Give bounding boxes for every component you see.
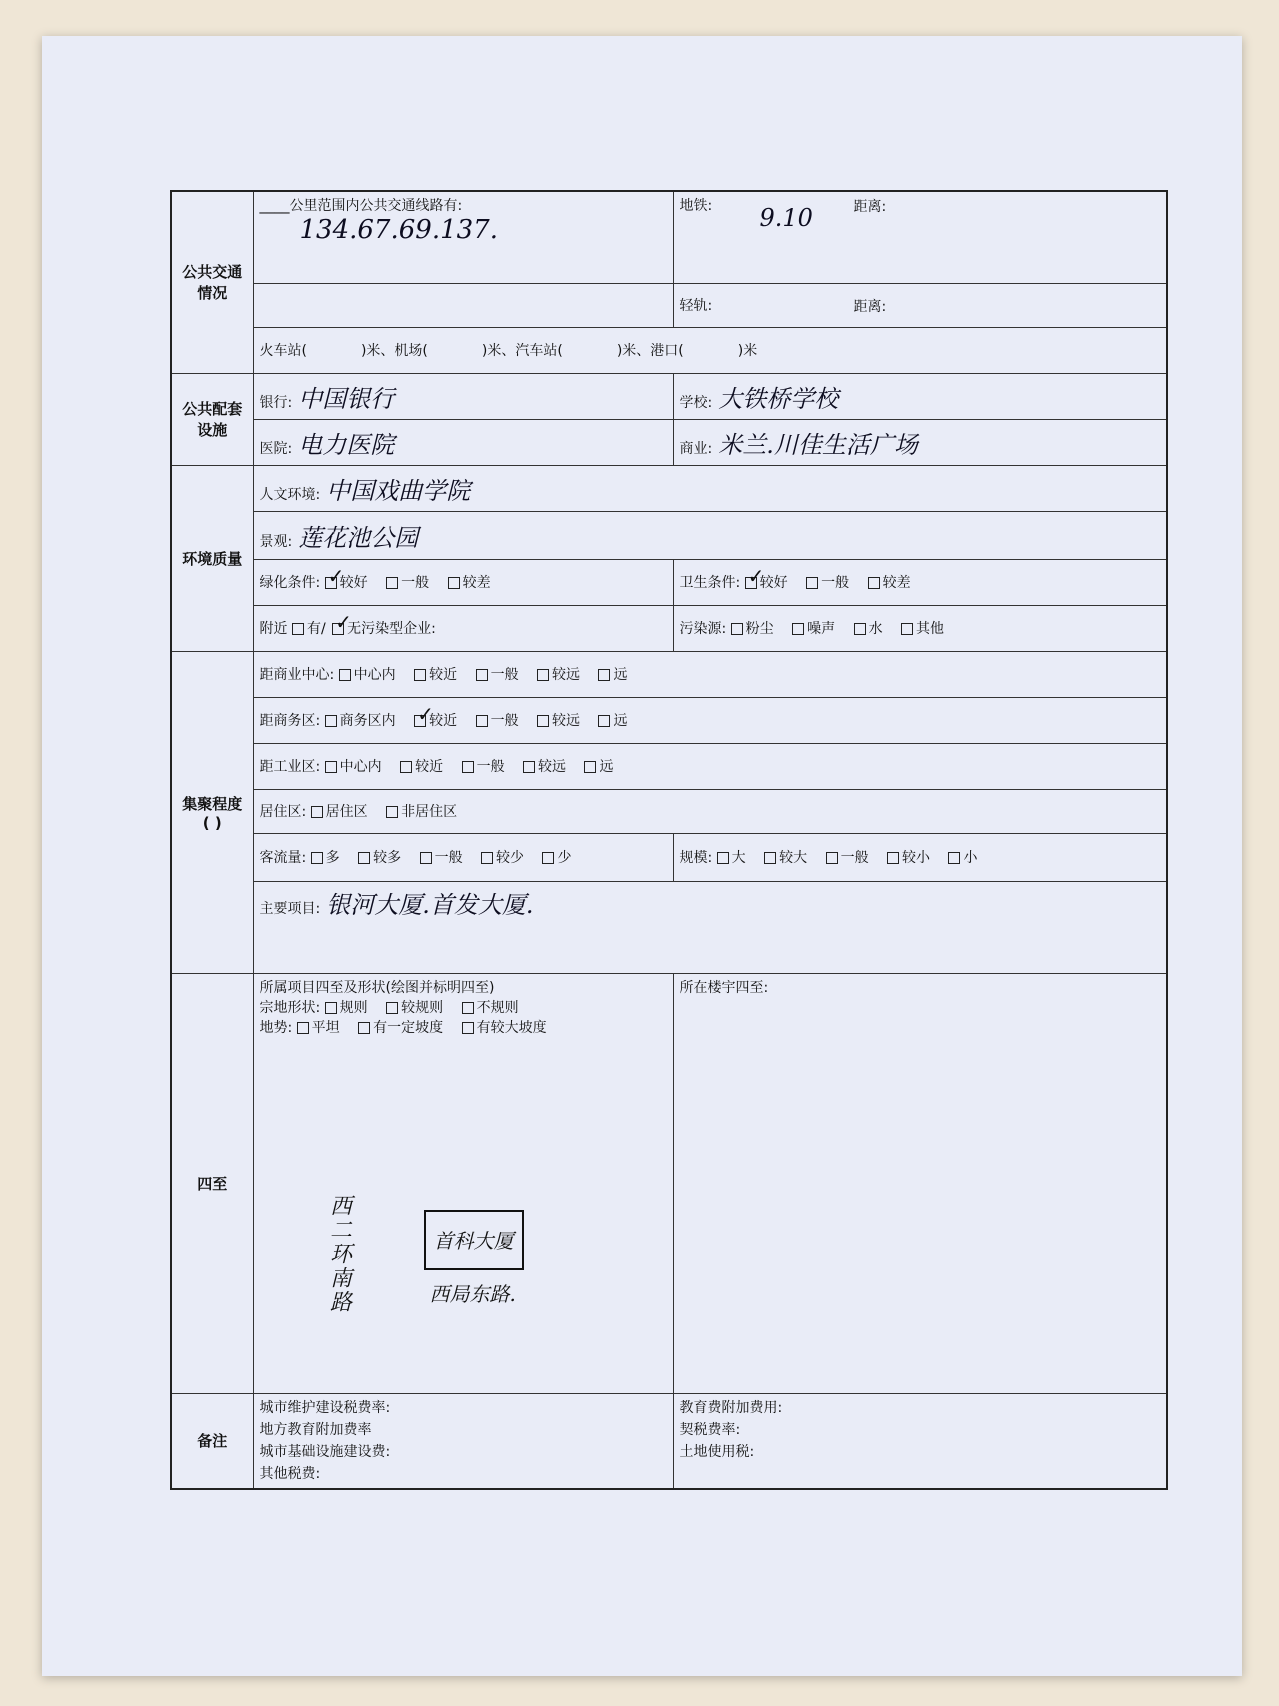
shape-option-1[interactable]: [325, 997, 368, 1017]
bus-prefix: ____: [259, 196, 290, 214]
boundaries-section-label: 四至: [171, 973, 253, 1393]
industrial-label: 距工业区:: [259, 759, 321, 775]
checkbox-icon: [854, 623, 866, 635]
checkbox-icon: [325, 577, 337, 589]
option-label: 一般: [490, 713, 519, 729]
commercial-label: 距商业中心:: [259, 667, 335, 683]
greening-option-normal[interactable]: [386, 572, 429, 592]
bus-lines-cell: [253, 191, 673, 283]
sketch-building: 首科大厦: [424, 1210, 524, 1270]
project-boundary-cell: [253, 973, 673, 1393]
terrain-option-1[interactable]: [297, 1017, 340, 1037]
school-label: 学校:: [679, 394, 713, 411]
checkbox-icon: [462, 1002, 474, 1014]
scale-option-2[interactable]: [764, 847, 807, 867]
option-label: 有/: [306, 621, 326, 637]
checkbox-icon: [764, 852, 776, 864]
remark-item: 城市基础设施建设费:: [259, 1443, 391, 1460]
projects-value: 银河大厦.首发大厦.: [326, 890, 534, 919]
checkbox-icon: [414, 669, 426, 681]
light-rail-label: 轻轨:: [679, 298, 713, 314]
scale-option-3[interactable]: [826, 847, 869, 867]
remark-item: 教育费附加费用:: [679, 1399, 783, 1416]
option-label: 居住区: [325, 804, 368, 820]
option-label: 较多: [373, 850, 402, 866]
checkbox-icon: [598, 669, 610, 681]
business-option-1[interactable]: [325, 710, 396, 730]
terrain-option-3[interactable]: [462, 1017, 547, 1037]
terrain-label: 地势:: [259, 1019, 293, 1036]
option-label: 平坦: [311, 1019, 340, 1036]
building-boundary-cell: [673, 973, 1167, 1393]
option-label: 较远: [538, 759, 567, 775]
option-label: 中心内: [339, 759, 382, 775]
subway-value: 9.10: [759, 204, 813, 232]
flow-option-3[interactable]: [420, 847, 463, 867]
subway-distance-label: 距离:: [853, 199, 887, 215]
option-label: 大: [731, 850, 746, 866]
bus-label: 公里范围内公共交通线路有:: [289, 198, 463, 214]
checkbox-icon: [584, 761, 596, 773]
residential-option-1[interactable]: [311, 801, 368, 821]
business-option-3[interactable]: [476, 710, 519, 730]
flow-option-4[interactable]: [481, 847, 524, 867]
checkbox-icon: [325, 1002, 337, 1014]
industrial-option-1[interactable]: [325, 756, 382, 776]
greening-cell: [253, 559, 673, 605]
bank-label: 银行:: [259, 394, 293, 411]
option-label: 少: [557, 850, 572, 866]
residential-option-2[interactable]: [386, 801, 457, 821]
commercial-option-3[interactable]: [476, 664, 519, 684]
bank-cell: [253, 373, 673, 419]
checkbox-icon: [948, 852, 960, 864]
checkbox-icon: [717, 852, 729, 864]
checkbox-icon: [386, 577, 398, 589]
option-label: 一般: [490, 667, 519, 683]
remark-item: 其他税费:: [259, 1465, 321, 1482]
option-label: 较规则: [401, 999, 444, 1016]
option-label: 较近: [429, 713, 458, 729]
sanitation-label: 卫生条件:: [679, 575, 741, 591]
option-label: 不规则: [476, 999, 519, 1016]
business-option-4[interactable]: [537, 710, 580, 730]
remark-item: 契税费率:: [679, 1421, 741, 1438]
option-label: 多: [325, 850, 340, 866]
school-cell: [673, 373, 1167, 419]
station-train: 火车站(: [259, 343, 307, 359]
nearby-option-yes[interactable]: [292, 618, 326, 638]
checkbox-icon: [826, 852, 838, 864]
sanitation-option-good[interactable]: [745, 572, 788, 592]
option-label: 较远: [552, 713, 581, 729]
culture-cell: [253, 465, 1167, 511]
option-label: 一般: [401, 575, 430, 591]
commercial-option-1[interactable]: [339, 664, 396, 684]
option-label: 小: [963, 850, 978, 866]
checkbox-icon: [887, 852, 899, 864]
stations-cell: [253, 327, 1167, 373]
remarks-left-cell: [253, 1393, 673, 1489]
traffic-flow-label: 客流量:: [259, 850, 307, 866]
nearby-option-no[interactable]: [332, 618, 436, 638]
business-cell: [253, 697, 1167, 743]
checkbox-icon: [806, 577, 818, 589]
culture-label: 人文环境:: [259, 486, 321, 503]
scenery-label: 景观:: [259, 533, 293, 550]
option-label: 中心内: [353, 667, 396, 683]
scenery-cell: [253, 511, 1167, 559]
checkbox-icon: [476, 715, 488, 727]
scenery-value: 莲花池公园: [298, 523, 419, 552]
option-label: 较好: [339, 575, 368, 591]
flow-option-1[interactable]: [311, 847, 340, 867]
checkbox-icon: [462, 761, 474, 773]
projects-label: 主要项目:: [259, 900, 321, 917]
checkbox-icon: [537, 715, 549, 727]
residential-cell: [253, 789, 1167, 833]
checkbox-icon: [476, 669, 488, 681]
project-boundary-title: 所属项目四至及形状(绘图并标明四至): [259, 979, 495, 996]
pollution-cell: [673, 605, 1167, 651]
checkbox-icon: [386, 806, 398, 818]
light-rail-distance-label: 距离:: [853, 298, 887, 315]
nearby-label: 附近: [259, 621, 288, 637]
checkbox-icon: [297, 1022, 309, 1034]
scale-label: 规模:: [679, 850, 713, 866]
commercial-option-4[interactable]: [537, 664, 580, 684]
empty-cell: [253, 283, 673, 327]
option-label: 噪声: [807, 621, 836, 637]
option-label: 较近: [429, 667, 458, 683]
scale-option-5[interactable]: [948, 847, 977, 867]
terrain-option-2[interactable]: [358, 1017, 443, 1037]
sanitation-option-poor[interactable]: [868, 572, 911, 592]
option-label: 远: [613, 713, 628, 729]
checkbox-icon: [523, 761, 535, 773]
option-label: 非居住区: [401, 804, 458, 820]
checkbox-icon: [792, 623, 804, 635]
checkbox-icon: [386, 1002, 398, 1014]
subway-label: 地铁:: [679, 198, 713, 214]
option-label: 规则: [339, 999, 368, 1016]
checkbox-icon: [731, 623, 743, 635]
checkbox-icon: [311, 852, 323, 864]
pollution-option-other[interactable]: [901, 618, 944, 638]
option-label: 远: [613, 667, 628, 683]
shape-option-2[interactable]: [386, 997, 443, 1017]
option-label: 较小: [902, 850, 931, 866]
option-label: 较大: [779, 850, 808, 866]
station-end: )米: [737, 343, 758, 359]
school-value: 大铁桥学校: [718, 384, 839, 413]
checkbox-icon: [332, 623, 344, 635]
remark-item: 城市维护建设税费率:: [259, 1399, 391, 1416]
nearby-cell: [253, 605, 673, 651]
checkbox-icon: [598, 715, 610, 727]
paper-sheet: [42, 36, 1242, 1676]
station-airport: )米、机场(: [360, 343, 428, 359]
business-option-2[interactable]: [414, 710, 457, 730]
pollution-option-dust[interactable]: [731, 618, 774, 638]
agglomeration-title: 集聚程度: [182, 794, 243, 813]
industrial-cell: [253, 743, 1167, 789]
option-label: 一般: [840, 850, 869, 866]
culture-value: 中国戏曲学院: [326, 476, 471, 505]
station-port: )米、港口(: [616, 343, 684, 359]
checkbox-icon: [537, 669, 549, 681]
checkbox-icon: [420, 852, 432, 864]
checkbox-icon: [325, 715, 337, 727]
shape-option-3[interactable]: [462, 997, 519, 1017]
industrial-option-2[interactable]: [400, 756, 443, 776]
commercial-cell: [253, 651, 1167, 697]
remark-item: 土地使用税:: [679, 1443, 755, 1460]
survey-form: [170, 190, 1168, 1490]
hospital-value: 电力医院: [298, 430, 395, 459]
pollution-option-noise[interactable]: [792, 618, 835, 638]
terrain-row: [260, 1017, 667, 1037]
industrial-option-3[interactable]: [462, 756, 505, 776]
checkbox-icon: [462, 1022, 474, 1034]
flow-option-5[interactable]: [542, 847, 571, 867]
sanitation-cell: [673, 559, 1167, 605]
remarks-right-cell: [673, 1393, 1167, 1489]
commercial-option-5[interactable]: [598, 664, 627, 684]
option-label: 较差: [882, 575, 911, 591]
sanitation-option-normal[interactable]: [806, 572, 849, 592]
checkbox-icon: [901, 623, 913, 635]
shape-row: [260, 997, 667, 1017]
checkbox-icon: [358, 1022, 370, 1034]
checkbox-icon: [339, 669, 351, 681]
option-label: 较少: [496, 850, 525, 866]
option-label: 粉尘: [745, 621, 774, 637]
option-label: 较差: [462, 575, 491, 591]
building-boundary-label: 所在楼宇四至:: [679, 979, 769, 996]
traffic-section-label: 公共交通情况: [171, 191, 253, 373]
projects-cell: [253, 881, 1167, 973]
sketch-south-road: 西局东路.: [429, 1281, 516, 1306]
commerce-value: 米兰.川佳生活广场: [718, 430, 918, 459]
scale-option-1[interactable]: [717, 847, 746, 867]
agglomeration-sub: ( ): [202, 813, 222, 832]
industrial-option-4[interactable]: [523, 756, 566, 776]
industrial-option-5[interactable]: [584, 756, 613, 776]
checkbox-icon: [292, 623, 304, 635]
commerce-label: 商业:: [679, 440, 713, 457]
bus-lines-value: 134.67.69.137.: [299, 215, 498, 245]
bank-value: 中国银行: [298, 384, 395, 413]
station-bus: )米、汽车站(: [481, 343, 563, 359]
pollution-label: 污染源:: [679, 621, 727, 637]
checkbox-icon: [481, 852, 493, 864]
option-label: 一般: [821, 575, 850, 591]
option-label: 较好: [759, 575, 788, 591]
option-label: 远: [599, 759, 614, 775]
checkbox-icon: [414, 715, 426, 727]
hospital-cell: [253, 419, 673, 465]
option-label: 有较大坡度: [476, 1019, 547, 1036]
greening-label: 绿化条件:: [259, 575, 321, 591]
pollution-option-water[interactable]: [854, 618, 883, 638]
option-label: 较近: [415, 759, 444, 775]
checkbox-icon: [745, 577, 757, 589]
environment-section-label: 环境质量: [171, 465, 253, 651]
option-label: 较远: [552, 667, 581, 683]
checkbox-icon: [542, 852, 554, 864]
checkbox-icon: [400, 761, 412, 773]
light-rail-cell: [673, 283, 1167, 327]
hospital-label: 医院:: [259, 440, 293, 457]
remark-item: 地方教育附加费率: [259, 1421, 372, 1438]
shape-label: 宗地形状:: [259, 999, 321, 1016]
checkbox-icon: [311, 806, 323, 818]
facilities-section-label: 公共配套设施: [171, 373, 253, 465]
option-label: 一般: [476, 759, 505, 775]
subway-cell: [673, 191, 1167, 283]
flow-option-2[interactable]: [358, 847, 401, 867]
traffic-flow-cell: [253, 833, 673, 881]
option-label: 有一定坡度: [373, 1019, 444, 1036]
scale-option-4[interactable]: [887, 847, 930, 867]
checkbox-icon: [448, 577, 460, 589]
scale-cell: [673, 833, 1167, 881]
option-label: 其他: [916, 621, 945, 637]
checkbox-icon: [868, 577, 880, 589]
option-label: 一般: [434, 850, 463, 866]
business-label: 距商务区:: [259, 713, 321, 729]
remarks-section-label: 备注: [171, 1393, 253, 1489]
option-label: 商务区内: [339, 713, 396, 729]
business-option-5[interactable]: [598, 710, 627, 730]
checkbox-icon: [358, 852, 370, 864]
agglomeration-section-label: [171, 651, 253, 973]
checkbox-icon: [325, 761, 337, 773]
commerce-cell: [673, 419, 1167, 465]
residential-label: 居住区:: [259, 804, 307, 820]
commercial-option-2[interactable]: [414, 664, 457, 684]
option-label: 水: [868, 621, 883, 637]
greening-option-poor[interactable]: [448, 572, 491, 592]
sketch-west-road: 西二环南路: [326, 1193, 352, 1314]
option-label: 无污染型企业:: [347, 621, 436, 637]
greening-option-good[interactable]: [325, 572, 368, 592]
